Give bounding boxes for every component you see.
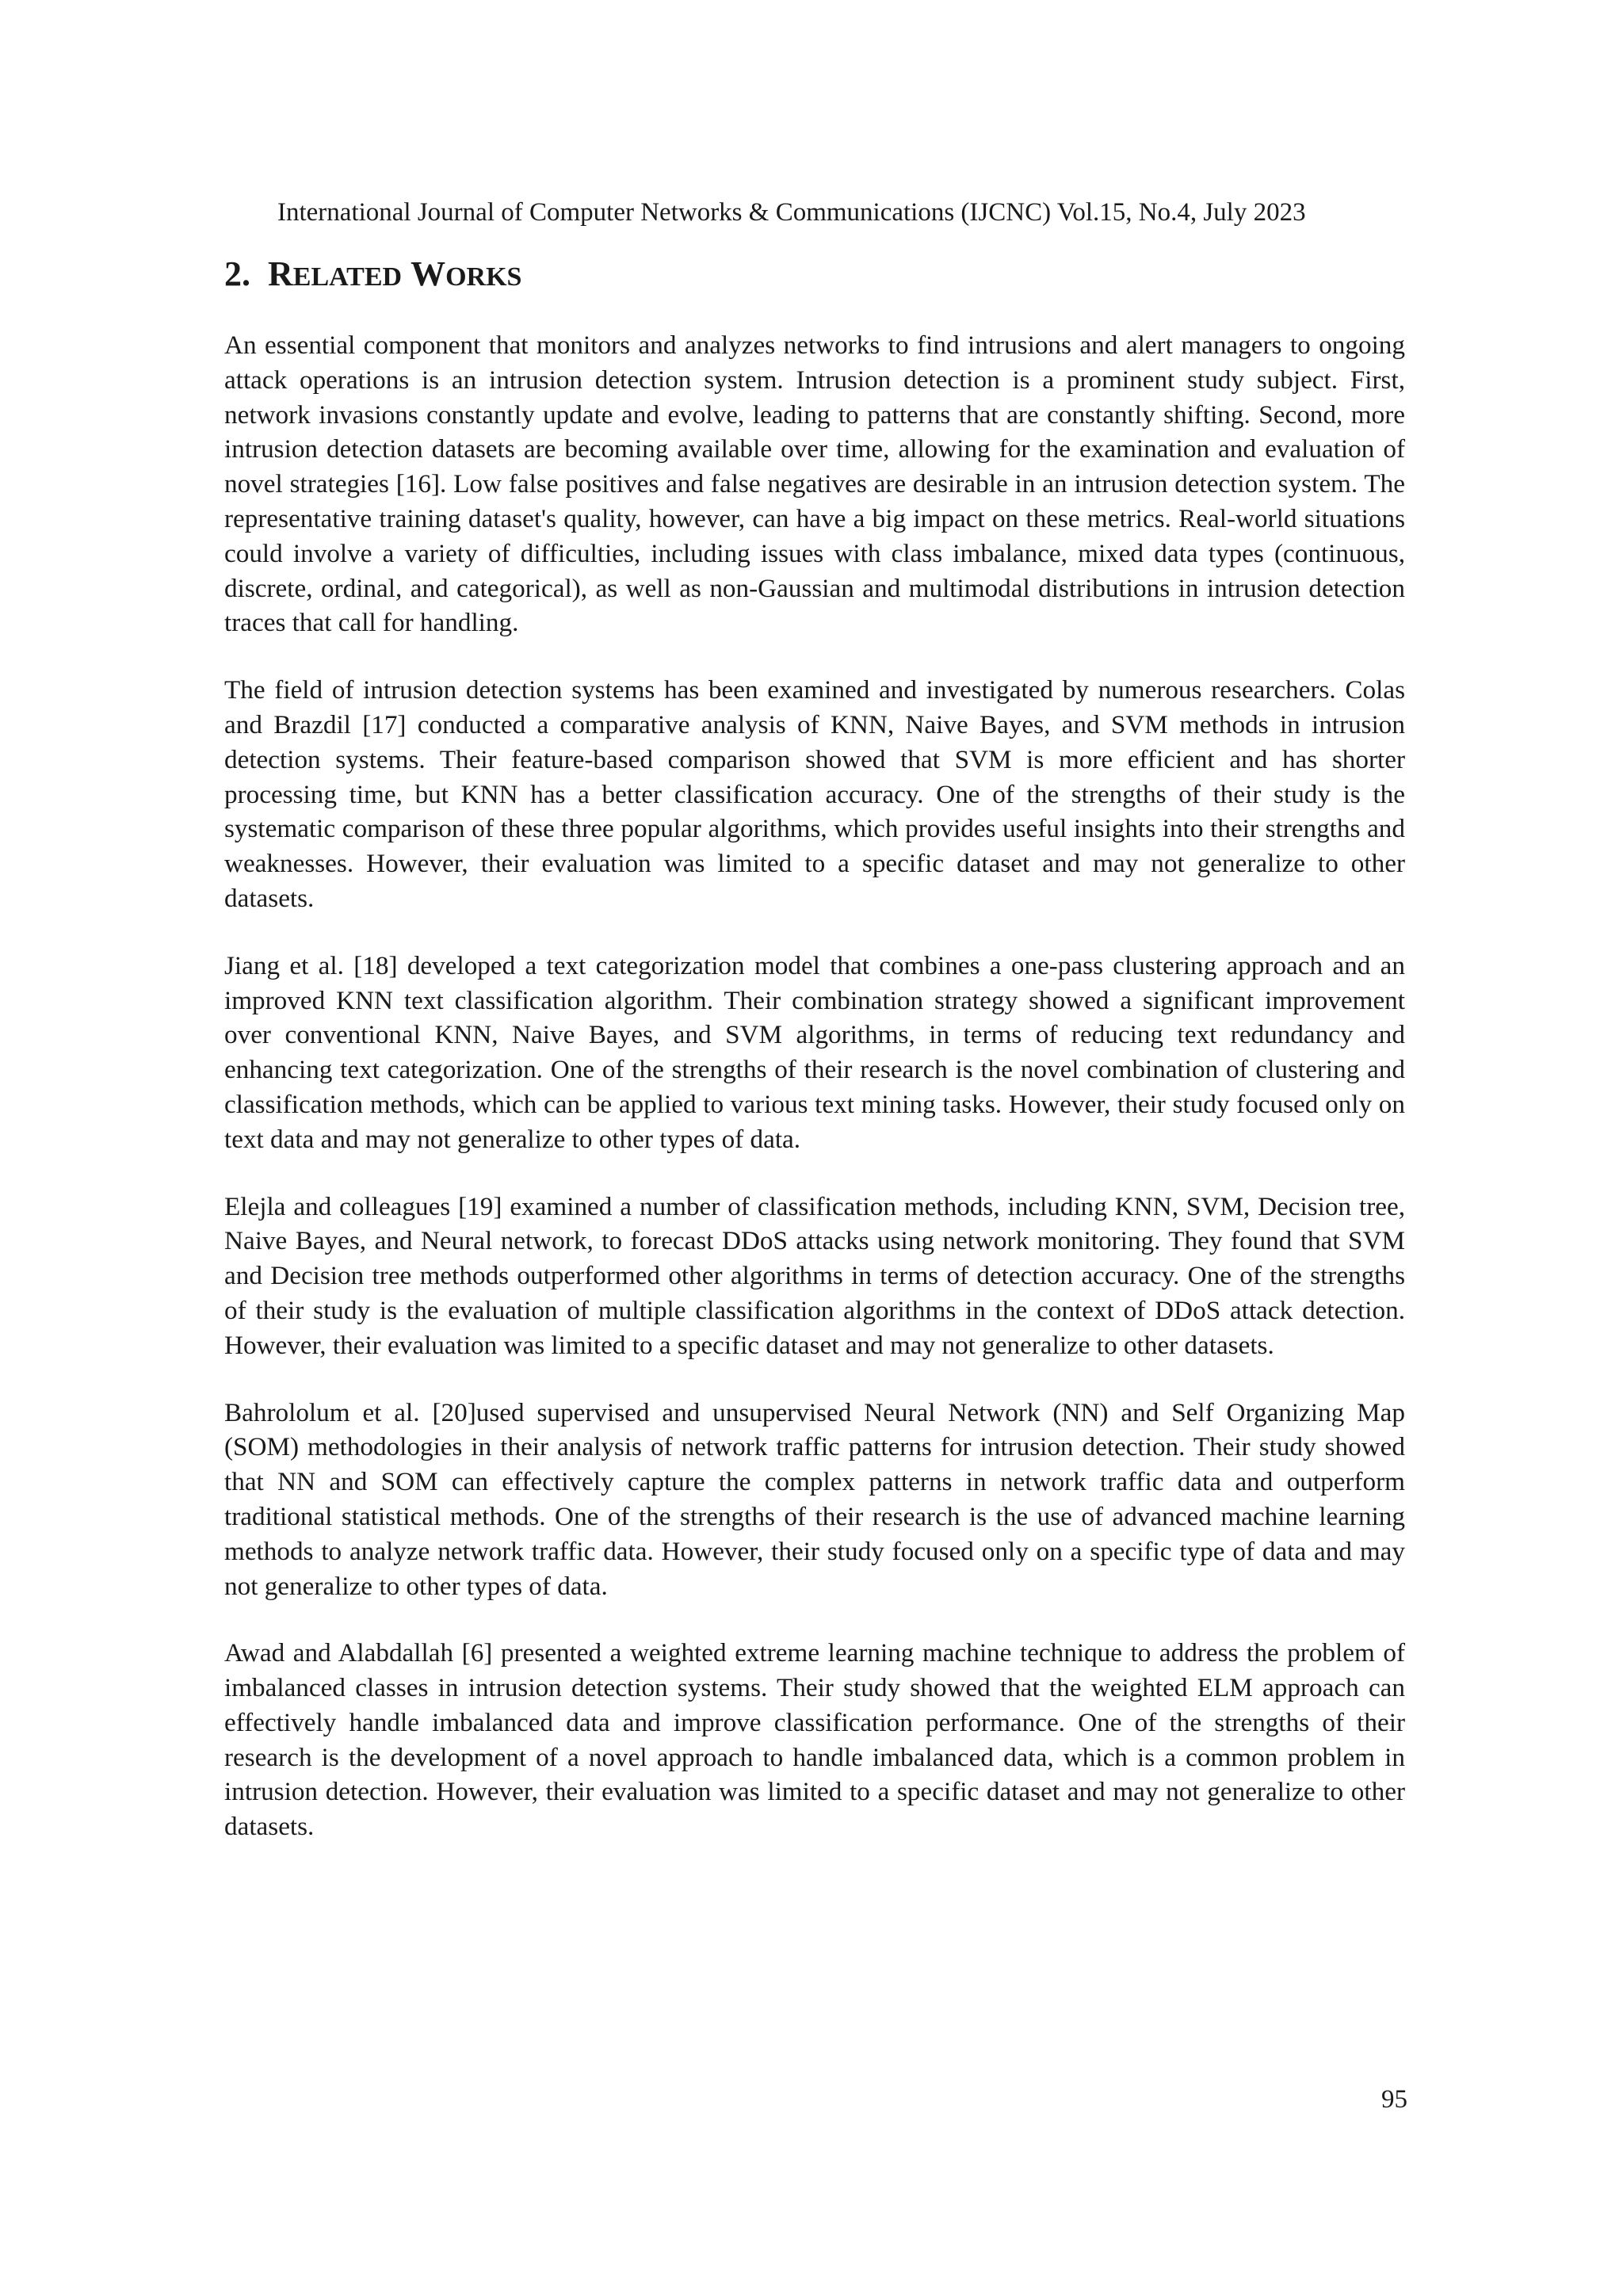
- section-heading: [224, 252, 521, 300]
- paragraph-bahrololum: Bahrololum et al. [20]used supervised and unsupervised Neural Network (NN) and Self Organizing Map (SOM) methodologies in their analysis of network traffic patterns for intrusion detection. Their study showed that NN and SOM can effectively capture the complex patterns in network traffic data and outperform traditional statistical methods. One of the strengths of their research is the use of advanced machine learning methods to analyze network traffic data. However, their study focused only on a specific type of data and may not generalize to other types of data.: [224, 1397, 1405, 1601]
- page-number: 95: [1381, 2085, 1407, 2114]
- section-number: 2.: [224, 254, 250, 293]
- paragraph-jiang: Jiang et al. [18] developed a text categorization model that combines a one-pass clustering approach and an improved KNN text classification algorithm. Their combination strategy showed a significant improvement over conventional KNN, Naive Bayes, and SVM algorithms, in terms of reducing text redundancy and enhancing text categorization. One of the strengths of their research is the novel combination of clustering and classification methods, which can be applied to various text mining tasks. However, their study focused only on text data and may not generalize to other types of data.: [224, 950, 1405, 1154]
- running-header: International Journal of Computer Networks & Communications (IJCNC) Vol.15, No.4, July 2023: [277, 198, 1306, 227]
- section-title-rest-1: ELATED: [292, 262, 403, 292]
- paragraph-awad-alabdallah: Awad and Alabdallah [6] presented a weighted extreme learning machine technique to address the problem of imbalanced classes in intrusion detection systems. Their study showed that the weighted ELM approach can effectively handle imbalanced data and improve classification performance. One of the strengths of their research is the development of a novel approach to handle imbalanced data, which is a common problem in intrusion detection. However, their evaluation was limited to a specific dataset and may not generalize to other datasets.: [224, 1638, 1405, 1842]
- section-title-initial-1: R: [268, 254, 293, 293]
- section-title-initial-2: W: [411, 254, 446, 293]
- paragraph-intro: An essential component that monitors and analyzes networks to find intrusions and alert managers to ongoing attack operations is an intrusion detection system. Intrusion detection is a prominent study subject. First, network invasions constantly update and evolve, leading to patterns that are constantly shifting. Second, more intrusion detection datasets are becoming available over time, allowing for the examination and evaluation of novel strategies [16]. Low false positives and false negatives are desirable in an intrusion detection system. The representative training dataset's quality, however, can have a big impact on these metrics. Real-world situations could involve a variety of difficulties, including issues with class imbalance, mixed data types (continuous, discrete, ordinal, and categorical), as well as non-Gaussian and multimodal distributions in intrusion detection traces that call for handling.: [224, 330, 1405, 638]
- paragraph-colas-brazdil: The field of intrusion detection systems has been examined and investigated by numerous researchers. Colas and Brazdil [17] conducted a comparative analysis of KNN, Naive Bayes, and SVM methods in intrusion detection systems. Their feature-based comparison showed that SVM is more efficient and has shorter processing time, but KNN has a better classification accuracy. One of the strengths of their study is the systematic comparison of these three popular algorithms, which provides useful insights into their strengths and weaknesses. However, their evaluation was limited to a specific dataset and may not generalize to other datasets.: [224, 675, 1405, 913]
- body-text: [224, 328, 1405, 1877]
- section-title-rest-2: ORKS: [445, 262, 522, 292]
- paragraph-elejla: Elejla and colleagues [19] examined a number of classification methods, including KNN, SVM, Decision tree, Naive Bayes, and Neural network, to forecast DDoS attacks using network monitoring. They found that SVM and Decision tree methods outperformed other algorithms in terms of detection accuracy. One of the strengths of their study is the evaluation of multiple classification algorithms in the context of DDoS attack detection. However, their evaluation was limited to a specific dataset and may not generalize to other datasets.: [224, 1191, 1405, 1360]
